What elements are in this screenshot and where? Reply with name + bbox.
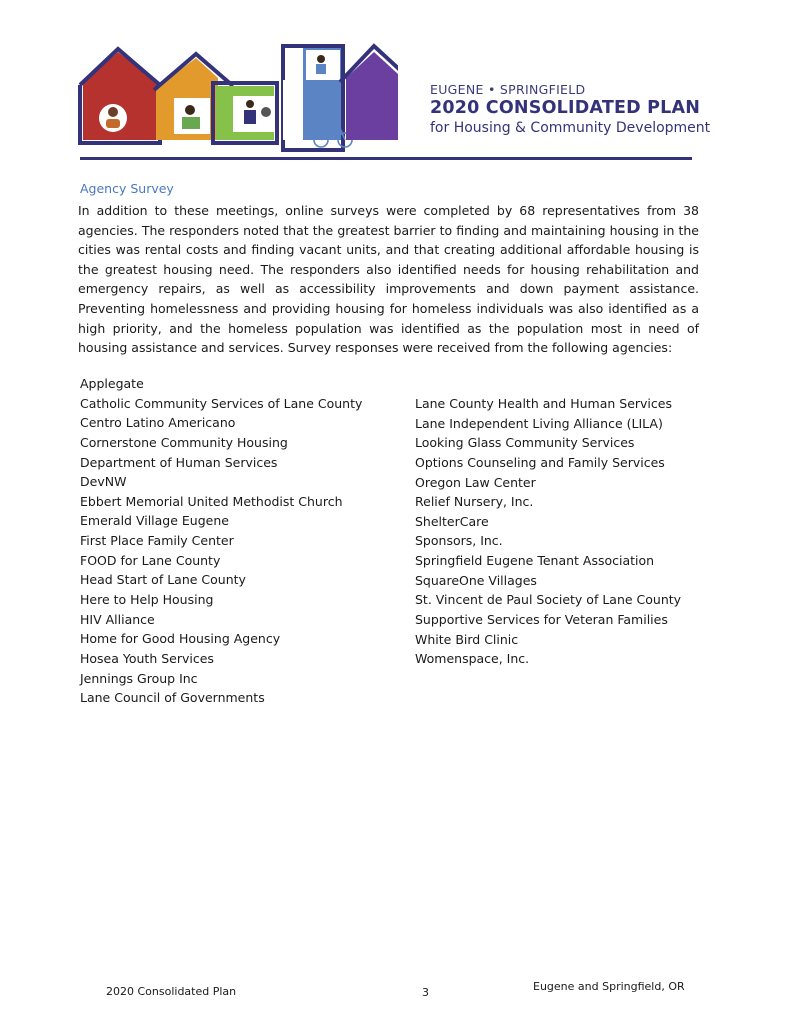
agency-list-item: Womenspace, Inc. bbox=[415, 651, 530, 667]
section-heading: Agency Survey bbox=[80, 181, 174, 196]
agency-list-item: Lane Council of Governments bbox=[80, 690, 265, 706]
agency-list-item: Springfield Eugene Tenant Association bbox=[415, 553, 655, 569]
agency-list-left bbox=[80, 374, 362, 708]
agency-list-item: Relief Nursery, Inc. bbox=[415, 494, 534, 510]
agency-list-item: Applegate bbox=[80, 376, 144, 391]
footer-location: Eugene and Springfield, OR bbox=[533, 980, 685, 993]
agency-list-item: Department of Human Services bbox=[80, 454, 278, 470]
plan-title: 2020 CONSOLIDATED PLAN bbox=[430, 98, 701, 118]
agency-list-item: Hosea Youth Services bbox=[80, 650, 214, 666]
agency-list-item: White Bird Clinic bbox=[415, 631, 519, 647]
agency-list-item: Here to Help Housing bbox=[80, 592, 214, 608]
intro-paragraph: In addition to these meetings, online surveys were completed by 68 representatives from 38 agencies. The responders noted that the greatest barrier to finding and maintaining housing in the cities was rental costs and finding vacant units, and that creating additional affordable housing is the greatest housing need. The responders also identified needs for housing rehabilitation and emergency repairs, as well as accessibility improvements and down payment assistance. Preventing homelessness and providing housing for homeless individuals was also identified as a high priority, and the homeless population was identified as the population most in need of housing assistance and services. Survey responses were received from the following agencies: bbox=[78, 203, 699, 356]
page-number: 3 bbox=[422, 986, 429, 999]
agency-list-item: DevNW bbox=[80, 474, 127, 490]
footer-plan-name: 2020 Consolidated Plan bbox=[106, 985, 237, 998]
agency-list-item: Lane County Health and Human Services bbox=[415, 396, 672, 411]
agency-list-item: Lane Independent Living Alliance (LILA) bbox=[415, 415, 663, 431]
agency-list-item: Looking Glass Community Services bbox=[415, 435, 635, 451]
agency-list-item: Home for Good Housing Agency bbox=[80, 631, 281, 647]
agency-list-item: Ebbert Memorial United Methodist Church bbox=[80, 493, 343, 509]
agency-list-item: Options Counseling and Family Services bbox=[415, 454, 665, 470]
agency-list-item: HIV Alliance bbox=[80, 611, 155, 627]
agency-list-item: Emerald Village Eugene bbox=[80, 513, 229, 529]
agency-list-item: Jennings Group Inc bbox=[80, 670, 198, 686]
agency-list-item: FOOD for Lane County bbox=[80, 552, 221, 568]
agency-list-item: Centro Latino Americano bbox=[80, 415, 236, 431]
agency-list-item: SquareOne Villages bbox=[415, 572, 537, 588]
agency-list-item: Sponsors, Inc. bbox=[415, 533, 503, 549]
agency-list-item: Catholic Community Services of Lane County bbox=[80, 395, 363, 411]
agency-list-item: Supportive Services for Veteran Families bbox=[415, 612, 668, 628]
agency-list-item: ShelterCare bbox=[415, 513, 489, 529]
agency-list-item: St. Vincent de Paul Society of Lane County bbox=[415, 592, 682, 608]
header-divider bbox=[80, 157, 692, 160]
plan-subtitle: for Housing & Community Development bbox=[430, 120, 711, 136]
agency-list-item: Head Start of Lane County bbox=[80, 572, 246, 588]
plan-logo-houses bbox=[78, 40, 398, 155]
agency-list-right bbox=[415, 394, 681, 669]
agency-list-item: First Place Family Center bbox=[80, 533, 234, 549]
agency-list-item: Cornerstone Community Housing bbox=[80, 434, 288, 450]
agency-list-item: Oregon Law Center bbox=[415, 474, 536, 490]
plan-brand bbox=[430, 82, 710, 137]
city-line: EUGENE • SPRINGFIELD bbox=[430, 82, 586, 97]
